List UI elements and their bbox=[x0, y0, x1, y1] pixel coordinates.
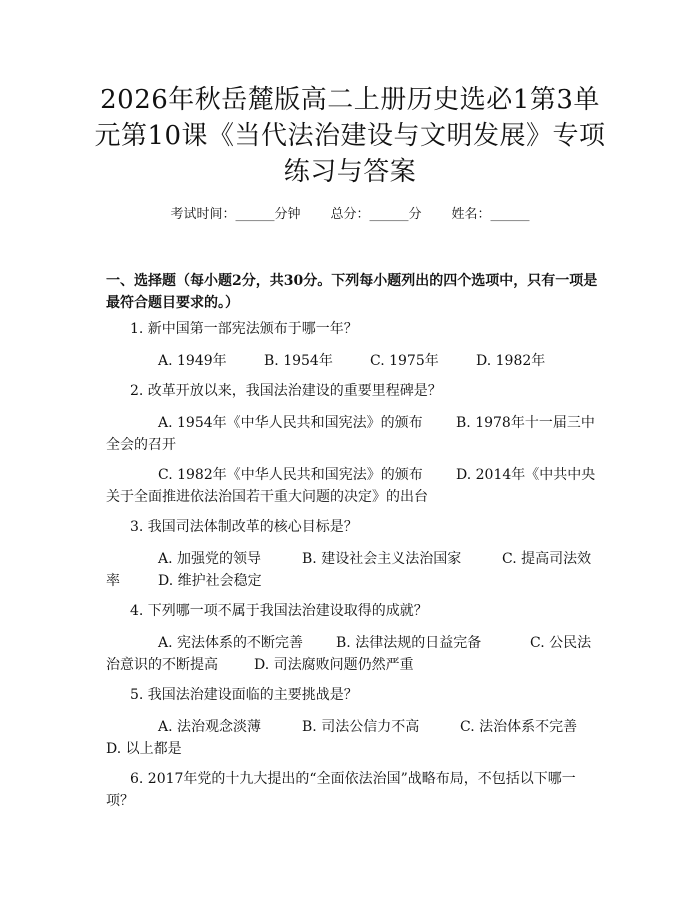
option-a: A. 1949年 bbox=[158, 353, 227, 369]
option-c: C. 提高司法效 bbox=[502, 551, 592, 567]
option-a: A. 1954年《中华人民共和国宪法》的颁布 bbox=[158, 415, 423, 431]
question-stem: 6. 2017年党的十九大提出的“全面依法治国”战略布局，不包括以下哪一 bbox=[130, 771, 576, 787]
title-line-3: 练习与答案 bbox=[283, 157, 417, 187]
option-b: B. 1954年 bbox=[264, 353, 333, 369]
option-d: D. 以上都是 bbox=[106, 741, 182, 757]
option-d: D. 1982年 bbox=[476, 353, 546, 369]
option-c: C. 1975年 bbox=[370, 353, 439, 369]
option-c: C. 法治体系不完善 bbox=[460, 719, 578, 735]
title-line-1: 2026年秋岳麓版高二上册历史选必1第3单 bbox=[100, 85, 600, 115]
option-d-continued: 关于全面推进依法治国若干重大问题的决定》的出台 bbox=[106, 489, 428, 505]
option-a: A. 宪法体系的不断完善 bbox=[158, 635, 304, 651]
exam-info bbox=[0, 206, 700, 224]
question-stem: 4. 下列哪一项不属于我国法治建设取得的成就？ bbox=[130, 603, 428, 619]
option-a: A. 法治观念淡薄 bbox=[158, 719, 262, 735]
question-stem: 3. 我国司法体制改革的核心目标是？ bbox=[130, 519, 358, 535]
question-stem: 2. 改革开放以来，我国法治建设的重要里程碑是？ bbox=[130, 383, 442, 399]
exam-time: 考试时间：______分钟 bbox=[170, 207, 301, 222]
section-heading: 一、选择题（每小题2分，共30分。下列每小题列出的四个选项中，只有一项是最符合题目要求的。） bbox=[106, 273, 598, 311]
option-c: C. 公民法 bbox=[530, 635, 592, 651]
option-b: B. 司法公信力不高 bbox=[302, 719, 420, 735]
exam-name: 姓名：______ bbox=[451, 207, 530, 222]
option-b: B. 1978年十一届三中 bbox=[456, 415, 595, 431]
option-d: D. 维护社会稳定 bbox=[158, 573, 262, 589]
option-b: B. 法律法规的日益完备 bbox=[336, 635, 482, 651]
option-d: D. 2014年《中共中央 bbox=[456, 467, 596, 483]
option-c-continued: 治意识的不断提高 bbox=[106, 657, 218, 673]
option-c: C. 1982年《中华人民共和国宪法》的颁布 bbox=[158, 467, 423, 483]
question-stem: 5. 我国法治建设面临的主要挑战是？ bbox=[130, 687, 358, 703]
option-b: B. 建设社会主义法治国家 bbox=[302, 551, 462, 567]
option-c-continued: 率 bbox=[106, 573, 120, 589]
option-a: A. 加强党的领导 bbox=[158, 551, 262, 567]
document-title bbox=[80, 82, 620, 190]
exam-total-score: 总分：______分 bbox=[330, 207, 422, 222]
option-b-continued: 全会的召开 bbox=[106, 437, 176, 453]
title-line-2: 元第10课《当代法治建设与文明发展》专项 bbox=[94, 121, 606, 151]
question-stem: 1. 新中国第一部宪法颁布于哪一年？ bbox=[130, 321, 358, 337]
question-stem-continued: 项？ bbox=[106, 793, 134, 809]
option-d: D. 司法腐败问题仍然严重 bbox=[254, 657, 414, 673]
